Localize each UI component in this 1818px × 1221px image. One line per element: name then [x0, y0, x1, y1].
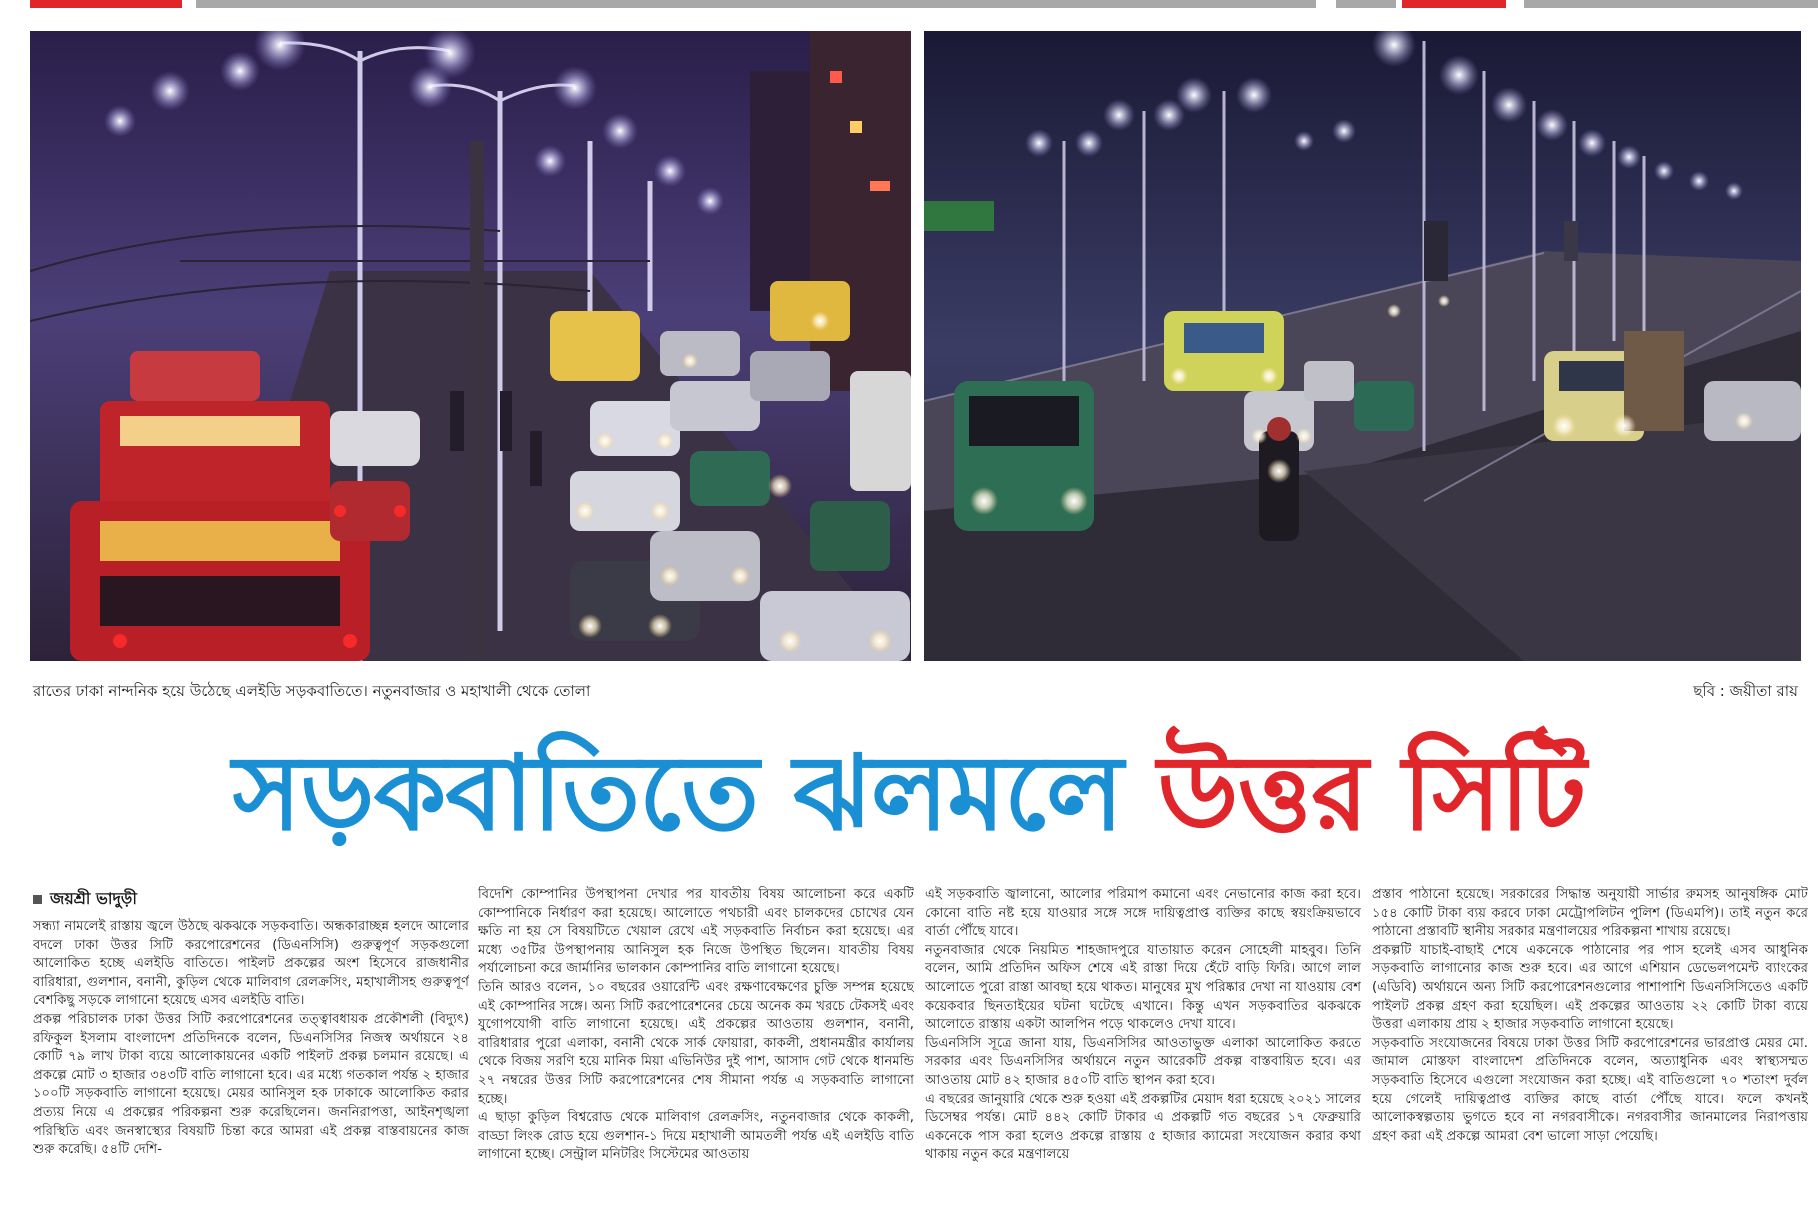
paragraph: প্রকল্পটি যাচাই-বাছাই শেষে একনেকে পাঠানোর পর পাস হলেই এসব আধুনিক সড়কবাতি লাগানোর কাজ শুরু হবে। এর আগে এশিয়ান ডেভেলপমেন্ট ব্যাংকের (এডিবি) অর্থায়নে অন্য সিটি করপোরেশনগুলোর পাশাপাশি ডিএনসিসিতেও একটি পাইলট প্রকল্প গ্রহণ করা হয়েছিল। এই প্রকল্পের আওতায় ২২ কোটি টাকা ব্যয়ে উত্তরা এলাকায় প্রায় ২ হাজার সড়কবাতি লাগানো হয়েছে।: [1372, 942, 1808, 1033]
paragraph: প্রকল্প পরিচালক ঢাকা উত্তর সিটি করপোরেশনের তত্ত্বাবধায়ক প্রকৌশলী (বিদ্যুৎ) রফিকুল ইসলাম বাংলাদেশ প্রতিদিনকে বলেন, ডিএনসিসির নিজস্ব অর্থায়নে ২৪ কোটি ৭৯ লাখ টাকা ব্যয়ে আলোকায়নের একটি পাইলট প্রকল্প চলমান রয়েছে। এ প্রকল্পে মোট ৩ হাজার ৩৪৩টি বাতি লাগানো হবে। এর মধ্যে গতকাল পর্যন্ত ২ হাজার ১০০টি সড়কবাতি লাগানো হয়েছে। মেয়র আনিসুল হক ঢাকাকে আলোকিত করার প্রত্যয় নিয়ে এ প্রকল্পের পরিকল্পনা শুরু করেছিলেন। জননিরাপত্তা, আইনশৃঙ্খলা পরিস্থিতি এবং জনস্বাস্থ্যের বিষয়টি চিন্তা করে আমরা এই প্রকল্প বাস্তবায়নের কাজ শুরু করেছি। ৫৪টি দেশি-: [33, 1011, 469, 1158]
photo-credit: ছবি : জয়ীতা রায়: [1693, 682, 1798, 700]
paragraph: এই সড়কবাতি জ্বালানো, আলোর পরিমাপ কমানো এবং নেভানোর কাজ করা হবে। কোনো বাতি নষ্ট হয়ে যাওয়ার সঙ্গে সঙ্গে দায়িত্বপ্রাপ্ত ব্যক্তির কাছে স্বয়ংক্রিয়ভাবে বার্তা পৌঁছে যাবে।: [925, 887, 1361, 940]
street-night-traffic-image: [30, 31, 911, 661]
top-bar-red-segment: [30, 0, 182, 8]
paragraph: তিনি আরও বলেন, ১০ বছরের ওয়ারেন্টি এবং রক্ষণাবেক্ষণের চুক্তি সম্পন্ন হয়েছে এই কোম্পানির সঙ্গে। অন্য সিটি করপোরেশনের চেয়ে অনেক কম খরচে টেকসই এবং যুগোপযোগী বাতি লাগানো হয়েছে। এই প্রকল্পের আওতায় গুলশান, বনানী, বারিধারার পুরো এলাকা, বনানী থেকে সার্ক ফোয়ারা, কাকলী, প্রধানমন্ত্রীর কার্যালয় থেকে বিজয় সরণি হয়ে মানিক মিয়া এভিনিউর দুই পাশ, আসাদ গেট থেকে ধানমন্ডি ২৭ নম্বরের উত্তর সিটি করপোরেশনের শেষ সীমানা পর্যন্ত এ সড়কবাতি লাগানো হচ্ছে।: [478, 979, 914, 1107]
paragraph: ডিএনসিসি সূত্রে জানা যায়, ডিএনসিসির আওতাভুক্ত এলাকা আলোকিত করতে সরকার এবং ডিএনসিসির অর্থায়নে নতুন আরেকটি প্রকল্প বাস্তবায়িত হবে। এর আওতায় মোট ৪২ হাজার ৪৫০টি বাতি স্থাপন করা হবে।: [925, 1035, 1361, 1088]
paragraph: প্রস্তাব পাঠানো হয়েছে। সরকারের সিদ্ধান্ত অনুযায়ী সার্ভার রুমসহ আনুষঙ্গিক মোট ১৫৪ কোটি টাকা ব্যয় করবে ঢাকা মেট্রোপলিটন পুলিশ (ডিএমপি)। তাই নতুন করে পাঠানো প্রস্তাবটি স্থানীয় সরকার মন্ত্রণালয়ের পরিকল্পনা শাখায় রয়েছে।: [1372, 887, 1808, 940]
paragraph: সড়কবাতি সংযোজনের বিষয়ে ঢাকা উত্তর সিটি করপোরেশনের ভারপ্রাপ্ত মেয়র মো. জামাল মোস্তফা বাংলাদেশ প্রতিদিনকে বলেন, অত্যাধুনিক এবং স্বাস্থ্যসম্মত সড়কবাতি হিসেবে এগুলো সংযোজন করা হচ্ছে। এই বাতিগুলো ৭০ শতাংশ দুর্বল হয়ে গেলেই দায়িত্বপ্রাপ্ত ব্যক্তির কাছে বার্তা পৌঁছে যাবে। ফলে কখনই আলোকস্বল্পতায় ভুগতে হবে না নগরবাসীকে। নগরবাসীর জানমালের নিরাপত্তায় গ্রহণ করা এই প্রকল্পে আমরা বেশ ভালো সাড়া পেয়েছি।: [1372, 1035, 1808, 1144]
author-byline: [33, 886, 137, 913]
article-column-4: [1372, 886, 1808, 1218]
paragraph: এ বছরের জানুয়ারি থেকে শুরু হওয়া এই প্রকল্পটির মেয়াদ ধরা হয়েছে ২০২১ সালের ডিসেম্বর পর্যন্ত। মোট ৪৪২ কোটি টাকার এ প্রকল্পটি গত বছরের ১৭ ফেব্রুয়ারি একনেকে পাস করা হলেও প্রকল্পে রাস্তায় ৫ হাজার ক্যামেরা সংযোজন করার কথা থাকায় নতুন করে মন্ত্রণালয়ে: [925, 1091, 1361, 1163]
headline-part-red: উত্তর সিটি: [1157, 732, 1586, 854]
article-column-3: [925, 886, 1361, 1218]
page-top-bar: [0, 0, 1818, 8]
article-headline: [0, 728, 1818, 858]
top-bar-red-segment: [1402, 0, 1506, 8]
top-bar-grey-segment: [196, 0, 1316, 8]
article-column-2: [478, 886, 914, 1218]
byline-square-icon: [33, 895, 42, 904]
flyover-night-image: [924, 31, 1801, 661]
street-night-traffic-photo: [30, 31, 911, 661]
author-name: জয়শ্রী ভাদুড়ী: [50, 889, 137, 908]
paragraph: সন্ধ্যা নামলেই রাস্তায় জ্বলে উঠছে ঝকঝকে সড়কবাতি। অন্ধকারাচ্ছন্ন হলদে আলোর বদলে ঢাকা উত্তর সিটি করপোরেশনের (ডিএনসিসি) গুরুত্বপূর্ণ সড়কগুলো আলোকিত হচ্ছে এলইডি বাতিতে। পাইলট প্রকল্পের অংশ হিসেবে রাজধানীর বারিধারা, গুলশান, বনানী, কুড়িল থেকে মালিবাগ রেলক্রসিং, মহাখালীসহ গুরুত্বপূর্ণ বেশকিছু সড়কে লাগানো হয়েছে এসব এলইডি বাতি।: [33, 919, 469, 1009]
top-bar-grey-segment: [1336, 0, 1396, 8]
article-column-1: [33, 918, 469, 1218]
photo-caption: রাতের ঢাকা নান্দনিক হয়ে উঠেছে এলইডি সড়কবাতিতে। নতুনবাজার ও মহাখালী থেকে তোলা: [33, 682, 591, 700]
top-bar-grey-segment: [1524, 0, 1818, 8]
paragraph: বিদেশি কোম্পানির উপস্থাপনা দেখার পর যাবতীয় বিষয় আলোচনা করে একটি কোম্পানিকে নির্ধারণ করা হয়েছে। আলোতে পথচারী এবং চালকদের চোখের যেন ক্ষতি না হয় সে বিষয়টিতে খেয়াল রেখে এই সড়কবাতি নির্বাচন করা হয়েছে। এর মধ্যে ৩৫টির উপস্থাপনায় আনিসুল হক নিজে উপস্থিত ছিলেন। যাবতীয় বিষয় পর্যালোচনা করে জার্মানির ভালকান কোম্পানির বাতি লাগানো হয়েছে।: [478, 887, 914, 977]
paragraph: নতুনবাজার থেকে নিয়মিত শাহজাদপুরে যাতায়াত করেন সোহেলী মাহবুব। তিনি বলেন, আমি প্রতিদিন অফিস শেষে এই রাস্তা দিয়ে হেঁটে বাড়ি ফিরি। আগে লাল আলোতে পুরো রাস্তা আবছা হয়ে থাকত। মানুষের মুখ পরিষ্কার দেখা না যাওয়ায় বেশ কয়েকবার ছিনতাইয়ের ঘটনা ঘটেছে এখানে। কিন্তু এখন সড়কবাতির ঝকঝকে আলোতে রাস্তায় একটা আলপিন পড়ে থাকলেও দেখা যাবে।: [925, 942, 1361, 1033]
flyover-night-photo: [924, 31, 1801, 661]
paragraph: এ ছাড়া কুড়িল বিশ্বরোড থেকে মালিবাগ রেলক্রসিং, নতুনবাজার থেকে কাকলী, বাড্ডা লিংক রোড হয়ে গুলশান-১ দিয়ে মহাখালী আমতলী পর্যন্ত এই এলইডি বাতি লাগানো হচ্ছে। সেন্ট্রাল মনিটরিং সিস্টেমের আওতায়: [478, 1110, 914, 1163]
headline-part-blue: সড়কবাতিতে ঝলমলে: [232, 732, 1123, 854]
